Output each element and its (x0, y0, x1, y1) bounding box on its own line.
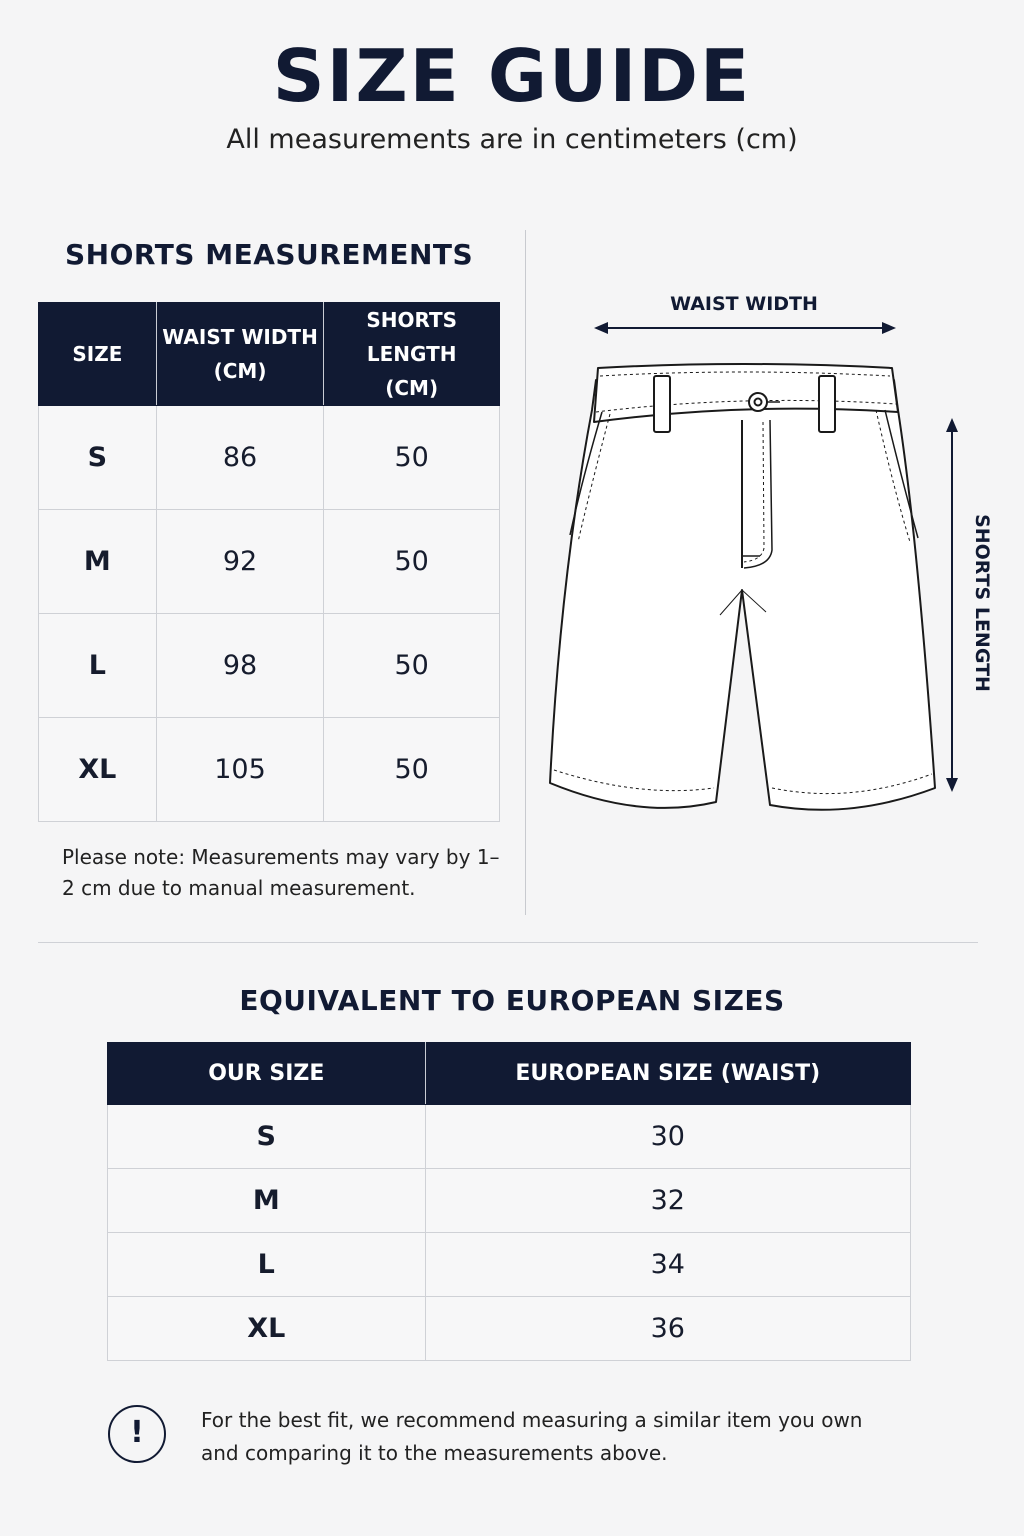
shorts-length-column-header (324, 303, 500, 406)
european-size-cell: 30 (425, 1105, 910, 1169)
length-cell: 50 (324, 614, 500, 718)
shorts-length-arrow (946, 418, 958, 792)
table-row (108, 1169, 911, 1233)
european-size-column-header: EUROPEAN SIZE (WAIST) (425, 1043, 910, 1105)
table-row (39, 718, 500, 822)
waist-width-arrow (594, 322, 896, 334)
shorts-length-header-label: SHORTS LENGTH (CM) (366, 308, 458, 400)
length-cell: 50 (324, 718, 500, 822)
our-size-cell: M (108, 1169, 426, 1233)
measurement-note: Please note: Measurements may vary by 1–2 cm due to manual measurement. (62, 845, 500, 900)
shorts-illustration (550, 364, 935, 810)
vertical-divider (525, 230, 526, 915)
page-title: SIZE GUIDE (272, 34, 752, 118)
shorts-measurements-table (38, 302, 500, 822)
table-row (108, 1297, 911, 1361)
size-column-header (39, 303, 157, 406)
table-row (108, 1105, 911, 1169)
shorts-length-label: SHORTS LENGTH (971, 514, 993, 692)
horizontal-divider (38, 942, 978, 943)
waist-width-column-header (156, 303, 324, 406)
table-row (39, 510, 500, 614)
waist-width-header-label: WAIST WIDTH (CM) (162, 325, 318, 383)
size-cell: S (39, 406, 157, 510)
shorts-measurements-title: SHORTS MEASUREMENTS (65, 238, 474, 271)
size-cell: L (39, 614, 157, 718)
waist-width-label: WAIST WIDTH (670, 293, 818, 315)
european-size-cell: 36 (425, 1297, 910, 1361)
size-header-label: SIZE (72, 342, 123, 366)
exclamation-icon: ! (108, 1405, 166, 1463)
waist-cell: 98 (156, 614, 324, 718)
european-size-cell: 32 (425, 1169, 910, 1233)
table-row (39, 406, 500, 510)
table-header-row (39, 303, 500, 406)
table-row (108, 1233, 911, 1297)
length-cell: 50 (324, 510, 500, 614)
european-size-cell: 34 (425, 1233, 910, 1297)
our-size-column-header: OUR SIZE (108, 1043, 426, 1105)
waist-cell: 86 (156, 406, 324, 510)
table-header-row (108, 1043, 911, 1105)
page-subtitle: All measurements are in centimeters (cm) (226, 124, 798, 155)
size-cell: XL (39, 718, 157, 822)
table-row (39, 614, 500, 718)
european-sizes-title: EQUIVALENT TO EUROPEAN SIZES (239, 984, 785, 1017)
fit-tip-text: For the best fit, we recommend measuring a similar item you own and comparing it to the measurements above. (201, 1408, 863, 1465)
our-size-cell: XL (108, 1297, 426, 1361)
shorts-diagram (530, 280, 1010, 840)
waist-cell: 105 (156, 718, 324, 822)
our-size-cell: S (108, 1105, 426, 1169)
size-cell: M (39, 510, 157, 614)
length-cell: 50 (324, 406, 500, 510)
european-sizes-table (107, 1042, 911, 1361)
waist-cell: 92 (156, 510, 324, 614)
our-size-cell: L (108, 1233, 426, 1297)
